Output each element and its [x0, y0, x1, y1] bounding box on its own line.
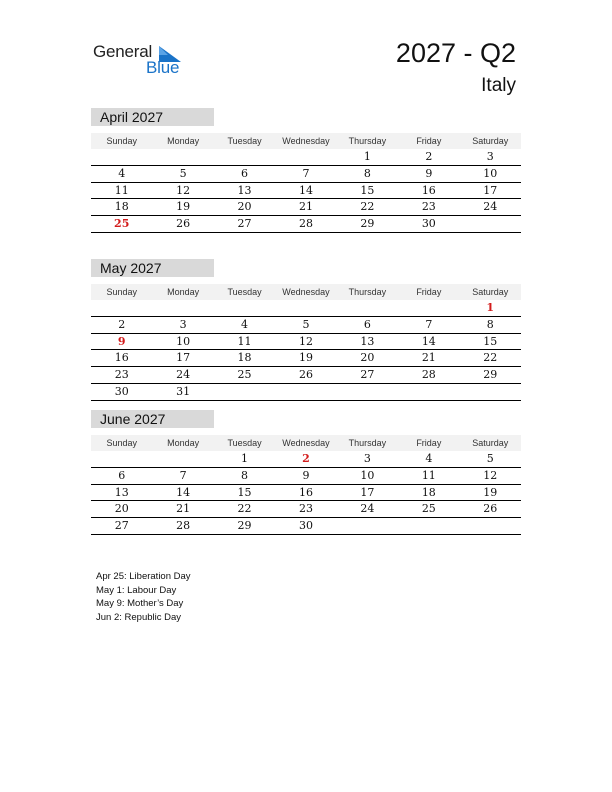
week-row	[91, 199, 521, 216]
day-cell: 18	[421, 485, 436, 499]
holiday-day-cell: 9	[117, 334, 126, 348]
week-row	[91, 149, 521, 166]
day-cell	[275, 300, 336, 316]
holiday-note: May 1: Labour Day	[96, 584, 177, 596]
day-cell: 12	[483, 468, 498, 482]
day-cell: 6	[363, 317, 371, 331]
day-cell: 10	[360, 468, 375, 482]
day-cell: 6	[241, 166, 249, 180]
day-cell	[398, 384, 459, 400]
week-row	[91, 350, 521, 367]
day-cell: 17	[176, 351, 191, 365]
day-cell: 2	[425, 150, 433, 163]
weekday-label: Thursday	[348, 438, 387, 448]
weekday-label: Friday	[416, 438, 442, 448]
day-cell: 11	[237, 334, 252, 348]
day-cell: 15	[483, 334, 498, 348]
country-name: Italy	[481, 75, 516, 96]
day-cell	[398, 300, 459, 316]
weekday-label: Friday	[416, 136, 442, 146]
day-cell: 13	[114, 485, 129, 499]
day-cell: 15	[237, 485, 252, 499]
day-cell: 5	[179, 166, 187, 180]
weekday-header-row	[91, 284, 521, 300]
day-cell	[275, 149, 336, 165]
day-cell: 11	[114, 183, 129, 197]
day-cell: 23	[421, 200, 436, 214]
holiday-day-cell: 2	[302, 452, 310, 465]
day-cell: 29	[483, 368, 498, 382]
day-cell: 3	[486, 150, 494, 163]
day-cell: 22	[237, 502, 252, 516]
holiday-day-cell: 1	[486, 301, 495, 314]
day-cell: 4	[241, 317, 249, 331]
week-row	[91, 300, 521, 317]
day-cell: 20	[237, 200, 252, 214]
day-cell: 8	[363, 166, 371, 180]
day-cell	[460, 518, 521, 534]
day-cell: 19	[298, 351, 313, 365]
day-cell: 9	[425, 166, 433, 180]
day-cell: 6	[118, 468, 126, 482]
day-cell: 7	[302, 166, 310, 180]
month-title: May 2027	[91, 259, 214, 277]
weekday-label: Monday	[167, 287, 200, 297]
day-cell	[337, 300, 398, 316]
day-cell: 21	[176, 502, 191, 516]
day-cell	[460, 216, 521, 232]
day-cell: 16	[421, 183, 436, 197]
holiday-note: Jun 2: Republic Day	[96, 611, 182, 623]
day-cell: 14	[298, 183, 313, 197]
week-row	[91, 317, 521, 334]
week-row	[91, 183, 521, 200]
logo-blue-text: Blue	[146, 58, 180, 77]
day-cell: 4	[118, 166, 126, 180]
day-cell: 2	[118, 317, 126, 331]
day-cell: 17	[360, 485, 375, 499]
week-row	[91, 367, 521, 384]
day-cell	[398, 518, 459, 534]
day-cell: 20	[360, 351, 375, 365]
day-cell: 16	[298, 485, 313, 499]
weekday-label: Friday	[416, 287, 442, 297]
day-cell: 12	[298, 334, 313, 348]
day-cell: 10	[176, 334, 191, 348]
day-cell: 27	[114, 519, 129, 533]
day-cell	[152, 451, 213, 467]
day-cell: 14	[421, 334, 436, 348]
holiday-notes	[96, 570, 191, 624]
weekday-label: Sunday	[106, 438, 137, 448]
day-cell: 5	[486, 452, 494, 465]
day-cell: 15	[360, 183, 375, 197]
day-cell: 28	[421, 368, 436, 382]
day-cell: 24	[360, 502, 375, 516]
month-calendar	[91, 410, 521, 535]
day-cell: 16	[114, 351, 129, 365]
day-cell: 1	[241, 452, 249, 465]
day-cell: 21	[298, 200, 313, 214]
day-cell: 25	[421, 502, 436, 516]
weekday-label: Saturday	[472, 287, 509, 297]
week-row	[91, 518, 521, 535]
weekday-label: Saturday	[472, 136, 509, 146]
weekday-label: Thursday	[348, 287, 387, 297]
logo	[93, 42, 193, 78]
month-calendar	[91, 108, 521, 233]
day-cell: 21	[421, 351, 436, 365]
day-cell: 1	[363, 150, 371, 163]
month-title: June 2027	[91, 410, 214, 428]
week-row	[91, 451, 521, 468]
weekday-label: Wednesday	[282, 438, 330, 448]
day-cell: 12	[176, 183, 191, 197]
day-cell	[152, 300, 213, 316]
day-cell: 27	[237, 217, 252, 231]
day-cell	[91, 149, 152, 165]
month-title: April 2027	[91, 108, 214, 126]
day-cell: 13	[360, 334, 375, 348]
day-cell: 26	[298, 368, 313, 382]
day-cell: 7	[179, 468, 187, 482]
day-cell: 30	[114, 384, 129, 398]
day-cell: 31	[176, 384, 191, 398]
weekday-label: Sunday	[106, 287, 137, 297]
day-cell	[275, 384, 336, 400]
day-cell: 17	[483, 183, 498, 197]
day-cell: 11	[421, 468, 436, 482]
day-cell: 3	[179, 317, 187, 331]
day-cell: 29	[237, 519, 252, 533]
day-cell: 7	[425, 317, 433, 331]
day-cell: 8	[241, 468, 249, 482]
day-cell	[460, 384, 521, 400]
day-cell: 24	[176, 368, 191, 382]
week-row	[91, 501, 521, 518]
day-cell	[214, 300, 275, 316]
weekday-label: Tuesday	[227, 136, 262, 146]
weekday-header-row	[91, 133, 521, 149]
day-cell: 19	[176, 200, 191, 214]
day-cell	[337, 384, 398, 400]
day-cell: 5	[302, 317, 310, 331]
day-cell: 22	[483, 351, 498, 365]
day-cell: 20	[114, 502, 129, 516]
day-cell: 30	[421, 217, 436, 231]
day-cell	[214, 149, 275, 165]
day-cell: 24	[483, 200, 498, 214]
weekday-label: Monday	[167, 438, 200, 448]
day-cell: 27	[360, 368, 375, 382]
weekday-label: Wednesday	[282, 136, 330, 146]
day-cell: 30	[298, 519, 313, 533]
day-cell: 3	[363, 452, 371, 465]
day-cell: 14	[176, 485, 191, 499]
weekday-label: Saturday	[472, 438, 509, 448]
week-row	[91, 485, 521, 502]
week-row	[91, 468, 521, 485]
weekday-label: Thursday	[348, 136, 387, 146]
day-cell: 28	[176, 519, 191, 533]
day-cell: 9	[302, 468, 310, 482]
week-row	[91, 384, 521, 401]
month-calendar	[91, 259, 521, 401]
day-cell: 13	[237, 183, 252, 197]
day-cell	[91, 300, 152, 316]
weekday-header-row	[91, 435, 521, 451]
day-cell: 23	[114, 368, 129, 382]
logo-general-text: General	[93, 42, 153, 61]
weekday-label: Tuesday	[227, 438, 262, 448]
day-cell: 25	[237, 368, 252, 382]
day-cell	[91, 451, 152, 467]
day-cell: 10	[483, 166, 498, 180]
day-cell: 22	[360, 200, 375, 214]
day-cell: 18	[237, 351, 252, 365]
day-cell	[214, 384, 275, 400]
holiday-note: Apr 25: Liberation Day	[96, 571, 191, 582]
holiday-day-cell: 25	[114, 217, 130, 231]
holiday-note: May 9: Mother’s Day	[96, 598, 184, 609]
day-cell: 8	[486, 317, 494, 331]
day-cell	[337, 518, 398, 534]
weekday-label: Wednesday	[282, 287, 330, 297]
day-cell: 4	[425, 452, 433, 465]
day-cell: 28	[298, 217, 313, 231]
day-cell: 26	[483, 502, 498, 516]
page-title: 2027 - Q2	[395, 38, 516, 68]
day-cell	[152, 149, 213, 165]
day-cell: 26	[176, 217, 191, 231]
weekday-label: Sunday	[106, 136, 137, 146]
week-row	[91, 334, 521, 351]
weekday-label: Monday	[167, 136, 200, 146]
day-cell: 19	[483, 485, 498, 499]
weekday-label: Tuesday	[227, 287, 262, 297]
day-cell: 29	[360, 217, 375, 231]
day-cell: 23	[298, 502, 313, 516]
day-cell: 18	[114, 200, 129, 214]
week-row	[91, 216, 521, 233]
week-row	[91, 166, 521, 183]
